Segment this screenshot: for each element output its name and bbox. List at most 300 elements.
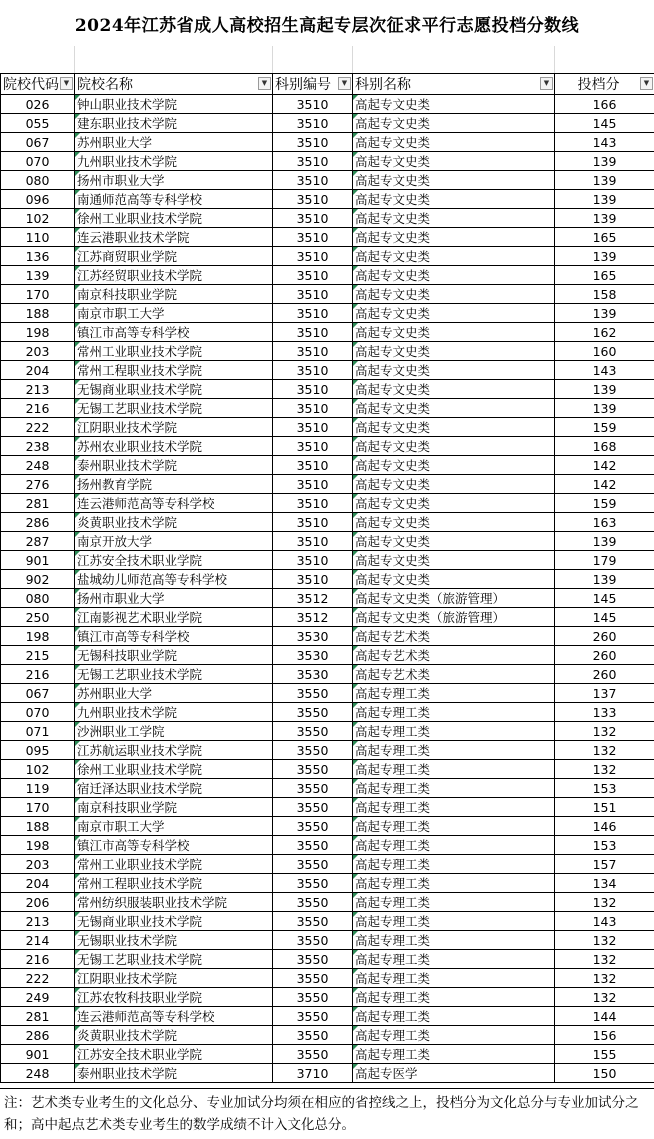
college-code-cell[interactable]: 170 bbox=[1, 798, 75, 817]
college-name-cell[interactable]: 九州职业技术学院 bbox=[75, 703, 273, 722]
college-name-cell[interactable]: 无锡商业职业技术学院 bbox=[75, 912, 273, 931]
score-cell[interactable]: 139 bbox=[555, 247, 654, 266]
table-row bbox=[1, 741, 654, 760]
college-code-cell[interactable]: 198 bbox=[1, 627, 75, 646]
subject-code-cell[interactable]: 3550 bbox=[273, 722, 353, 741]
subject-code-cell[interactable]: 3512 bbox=[273, 608, 353, 627]
table-row bbox=[1, 247, 654, 266]
college-name-cell[interactable]: 江苏航运职业技术学院 bbox=[75, 741, 273, 760]
college-name-cell[interactable]: 镇江市高等专科学校 bbox=[75, 323, 273, 342]
subject-code-cell[interactable]: 3510 bbox=[273, 456, 353, 475]
college-name-cell[interactable]: 徐州工业职业技术学院 bbox=[75, 209, 273, 228]
college-code-cell[interactable]: 204 bbox=[1, 874, 75, 893]
table-row bbox=[1, 836, 654, 855]
college-code-cell[interactable]: 248 bbox=[1, 1064, 75, 1083]
college-name-cell[interactable]: 苏州职业大学 bbox=[75, 133, 273, 152]
college-code-cell[interactable]: 198 bbox=[1, 836, 75, 855]
subject-code-cell[interactable]: 3510 bbox=[273, 570, 353, 589]
college-name-cell[interactable]: 南京科技职业学院 bbox=[75, 798, 273, 817]
subject-code-cell[interactable]: 3510 bbox=[273, 513, 353, 532]
score-cell[interactable]: 139 bbox=[555, 570, 654, 589]
score-cell[interactable]: 163 bbox=[555, 513, 654, 532]
subject-code-cell[interactable]: 3550 bbox=[273, 969, 353, 988]
college-name-cell[interactable]: 徐州工业职业技术学院 bbox=[75, 760, 273, 779]
cell-indicator-icon bbox=[75, 855, 80, 860]
college-name-cell[interactable]: 苏州职业大学 bbox=[75, 684, 273, 703]
subject-name-cell[interactable]: 高起专文史类 bbox=[353, 152, 555, 171]
subject-code-cell[interactable]: 3510 bbox=[273, 323, 353, 342]
score-cell[interactable]: 156 bbox=[555, 1026, 654, 1045]
cell-indicator-icon bbox=[353, 95, 358, 100]
college-name-cell[interactable]: 江苏农牧科技职业学院 bbox=[75, 988, 273, 1007]
score-cell[interactable]: 260 bbox=[555, 665, 654, 684]
college-code-cell[interactable]: 286 bbox=[1, 1026, 75, 1045]
cell-indicator-icon bbox=[75, 684, 80, 689]
score-cell[interactable]: 132 bbox=[555, 988, 654, 1007]
college-name-cell[interactable]: 炎黄职业技术学院 bbox=[75, 513, 273, 532]
subject-code-cell[interactable]: 3550 bbox=[273, 855, 353, 874]
table-row bbox=[1, 684, 654, 703]
subject-code-cell[interactable]: 3550 bbox=[273, 684, 353, 703]
subject-code-cell[interactable]: 3510 bbox=[273, 228, 353, 247]
cell-indicator-icon bbox=[353, 589, 358, 594]
subject-code-cell[interactable]: 3550 bbox=[273, 931, 353, 950]
college-code-cell[interactable]: 070 bbox=[1, 703, 75, 722]
college-code-cell[interactable]: 203 bbox=[1, 342, 75, 361]
subject-name-cell[interactable]: 高起专理工类 bbox=[353, 703, 555, 722]
subject-code-cell[interactable]: 3550 bbox=[273, 1045, 353, 1064]
score-cell[interactable]: 139 bbox=[555, 190, 654, 209]
score-cell[interactable]: 168 bbox=[555, 437, 654, 456]
college-code-cell[interactable]: 214 bbox=[1, 931, 75, 950]
filter-dropdown-icon[interactable]: ▼ bbox=[258, 77, 271, 90]
subject-code-cell[interactable]: 3530 bbox=[273, 665, 353, 684]
subject-name-cell[interactable]: 高起专艺术类 bbox=[353, 627, 555, 646]
subject-code-cell[interactable]: 3510 bbox=[273, 114, 353, 133]
college-code-cell[interactable]: 281 bbox=[1, 494, 75, 513]
college-code-cell[interactable]: 110 bbox=[1, 228, 75, 247]
subject-code-cell[interactable]: 3550 bbox=[273, 950, 353, 969]
score-cell[interactable]: 143 bbox=[555, 361, 654, 380]
college-code-cell[interactable]: 102 bbox=[1, 760, 75, 779]
subject-name-cell[interactable]: 高起专文史类 bbox=[353, 570, 555, 589]
score-cell[interactable]: 144 bbox=[555, 1007, 654, 1026]
college-code-cell[interactable]: 198 bbox=[1, 323, 75, 342]
college-name-cell[interactable]: 常州工程职业技术学院 bbox=[75, 361, 273, 380]
score-cell[interactable]: 153 bbox=[555, 779, 654, 798]
college-code-cell[interactable]: 080 bbox=[1, 589, 75, 608]
college-code-cell[interactable]: 222 bbox=[1, 418, 75, 437]
college-name-cell[interactable]: 无锡工艺职业技术学院 bbox=[75, 399, 273, 418]
score-cell[interactable]: 132 bbox=[555, 760, 654, 779]
subject-name-cell[interactable]: 高起专理工类 bbox=[353, 1026, 555, 1045]
subject-code-cell[interactable]: 3550 bbox=[273, 741, 353, 760]
college-code-cell[interactable]: 250 bbox=[1, 608, 75, 627]
subject-code-cell[interactable]: 3550 bbox=[273, 836, 353, 855]
subject-name-cell[interactable]: 高起专文史类 bbox=[353, 171, 555, 190]
score-cell[interactable]: 139 bbox=[555, 209, 654, 228]
subject-code-cell[interactable]: 3550 bbox=[273, 874, 353, 893]
college-code-cell[interactable]: 286 bbox=[1, 513, 75, 532]
college-code-cell[interactable]: 204 bbox=[1, 361, 75, 380]
subject-code-cell[interactable]: 3550 bbox=[273, 798, 353, 817]
subject-code-cell[interactable]: 3530 bbox=[273, 627, 353, 646]
score-cell[interactable]: 143 bbox=[555, 912, 654, 931]
score-cell[interactable]: 165 bbox=[555, 228, 654, 247]
subject-code-cell[interactable]: 3510 bbox=[273, 190, 353, 209]
score-cell[interactable]: 165 bbox=[555, 266, 654, 285]
score-cell[interactable]: 155 bbox=[555, 1045, 654, 1064]
subject-name-cell[interactable]: 高起专艺术类 bbox=[353, 665, 555, 684]
subject-code-cell[interactable]: 3550 bbox=[273, 1007, 353, 1026]
college-name-cell[interactable]: 无锡工艺职业技术学院 bbox=[75, 950, 273, 969]
subject-name-cell[interactable]: 高起专文史类 bbox=[353, 114, 555, 133]
score-cell[interactable]: 260 bbox=[555, 646, 654, 665]
subject-name-cell[interactable]: 高起专文史类 bbox=[353, 95, 555, 114]
subject-name-cell[interactable]: 高起专理工类 bbox=[353, 722, 555, 741]
score-cell[interactable]: 260 bbox=[555, 627, 654, 646]
college-name-cell[interactable]: 常州工程职业技术学院 bbox=[75, 874, 273, 893]
subject-name-cell[interactable]: 高起专艺术类 bbox=[353, 646, 555, 665]
cell-indicator-icon bbox=[75, 741, 80, 746]
subject-code-cell[interactable]: 3510 bbox=[273, 95, 353, 114]
subject-name-cell[interactable]: 高起专理工类 bbox=[353, 1045, 555, 1064]
cell-indicator-icon bbox=[353, 817, 358, 822]
college-name-cell[interactable]: 江阴职业技术学院 bbox=[75, 418, 273, 437]
score-cell[interactable]: 139 bbox=[555, 171, 654, 190]
score-cell[interactable]: 166 bbox=[555, 95, 654, 114]
college-code-cell[interactable]: 188 bbox=[1, 817, 75, 836]
college-name-cell[interactable]: 南京科技职业学院 bbox=[75, 285, 273, 304]
score-cell[interactable]: 151 bbox=[555, 798, 654, 817]
subject-name-cell[interactable]: 高起专文史类（旅游管理） bbox=[353, 589, 555, 608]
subject-name-cell[interactable]: 高起专理工类 bbox=[353, 779, 555, 798]
subject-name-cell[interactable]: 高起专文史类 bbox=[353, 323, 555, 342]
score-cell[interactable]: 132 bbox=[555, 893, 654, 912]
subject-name-cell[interactable]: 高起专理工类 bbox=[353, 817, 555, 836]
subject-name-cell[interactable]: 高起专理工类 bbox=[353, 684, 555, 703]
cell-indicator-icon bbox=[353, 475, 358, 480]
score-cell[interactable]: 159 bbox=[555, 418, 654, 437]
score-cell[interactable]: 153 bbox=[555, 836, 654, 855]
college-name-cell[interactable]: 钟山职业技术学院 bbox=[75, 95, 273, 114]
college-code-cell[interactable]: 139 bbox=[1, 266, 75, 285]
subject-code-cell[interactable]: 3550 bbox=[273, 703, 353, 722]
subject-code-cell[interactable]: 3510 bbox=[273, 247, 353, 266]
college-code-cell[interactable]: 276 bbox=[1, 475, 75, 494]
subject-code-cell[interactable]: 3510 bbox=[273, 380, 353, 399]
college-name-cell[interactable]: 沙洲职业工学院 bbox=[75, 722, 273, 741]
college-code-cell[interactable]: 213 bbox=[1, 912, 75, 931]
score-cell[interactable]: 132 bbox=[555, 722, 654, 741]
subject-code-cell[interactable]: 3510 bbox=[273, 361, 353, 380]
subject-code-cell[interactable]: 3510 bbox=[273, 266, 353, 285]
subject-name-cell[interactable]: 高起专理工类 bbox=[353, 969, 555, 988]
score-cell[interactable]: 139 bbox=[555, 304, 654, 323]
subject-code-cell[interactable]: 3550 bbox=[273, 988, 353, 1007]
subject-name-cell[interactable]: 高起专文史类 bbox=[353, 513, 555, 532]
score-cell[interactable]: 142 bbox=[555, 456, 654, 475]
college-name-cell[interactable]: 江南影视艺术职业学院 bbox=[75, 608, 273, 627]
subject-code-cell[interactable]: 3510 bbox=[273, 152, 353, 171]
college-name-cell[interactable]: 江阴职业技术学院 bbox=[75, 969, 273, 988]
subject-name-cell[interactable]: 高起专理工类 bbox=[353, 1007, 555, 1026]
college-name-cell[interactable]: 南通师范高等专科学校 bbox=[75, 190, 273, 209]
subject-code-cell[interactable]: 3510 bbox=[273, 494, 353, 513]
college-name-cell[interactable]: 苏州农业职业技术学院 bbox=[75, 437, 273, 456]
college-name-cell[interactable]: 扬州教育学院 bbox=[75, 475, 273, 494]
score-cell[interactable]: 162 bbox=[555, 323, 654, 342]
subject-code-cell[interactable]: 3510 bbox=[273, 133, 353, 152]
score-cell[interactable]: 132 bbox=[555, 969, 654, 988]
subject-code-cell[interactable]: 3510 bbox=[273, 304, 353, 323]
college-name-cell[interactable]: 连云港职业技术学院 bbox=[75, 228, 273, 247]
subject-name-cell[interactable]: 高起专理工类 bbox=[353, 836, 555, 855]
footnote: 注：艺术类专业考生的文化总分、专业加试分均须在相应的省控线之上，投档分为文化总分与专业加试分之和；高中起点艺术类专业考生的数学成绩不计入文化总分。 bbox=[0, 1088, 654, 1139]
college-name-cell[interactable]: 江苏经贸职业技术学院 bbox=[75, 266, 273, 285]
table-row bbox=[1, 513, 654, 532]
college-name-cell[interactable]: 盐城幼儿师范高等专科学校 bbox=[75, 570, 273, 589]
college-name-cell[interactable]: 泰州职业技术学院 bbox=[75, 456, 273, 475]
filter-dropdown-icon[interactable]: ▼ bbox=[640, 77, 653, 90]
college-code-cell[interactable]: 070 bbox=[1, 152, 75, 171]
score-cell[interactable]: 159 bbox=[555, 494, 654, 513]
college-code-cell[interactable]: 170 bbox=[1, 285, 75, 304]
subject-name-cell[interactable]: 高起专文史类 bbox=[353, 342, 555, 361]
subject-name-cell[interactable]: 高起专文史类 bbox=[353, 247, 555, 266]
filter-dropdown-icon[interactable]: ▼ bbox=[540, 77, 553, 90]
table-row bbox=[1, 209, 654, 228]
score-cell[interactable]: 158 bbox=[555, 285, 654, 304]
subject-name-cell[interactable]: 高起专理工类 bbox=[353, 931, 555, 950]
college-name-cell[interactable]: 镇江市高等专科学校 bbox=[75, 836, 273, 855]
college-code-cell[interactable]: 901 bbox=[1, 1045, 75, 1064]
college-name-cell[interactable]: 无锡工艺职业技术学院 bbox=[75, 665, 273, 684]
subject-name-cell[interactable]: 高起专理工类 bbox=[353, 798, 555, 817]
score-cell[interactable]: 142 bbox=[555, 475, 654, 494]
college-code-cell[interactable]: 901 bbox=[1, 551, 75, 570]
cell-indicator-icon bbox=[353, 608, 358, 613]
subject-code-cell[interactable]: 3510 bbox=[273, 342, 353, 361]
subject-code-cell[interactable]: 3550 bbox=[273, 779, 353, 798]
cell-indicator-icon bbox=[75, 779, 80, 784]
college-code-cell[interactable]: 071 bbox=[1, 722, 75, 741]
college-code-cell[interactable]: 136 bbox=[1, 247, 75, 266]
subject-name-cell[interactable]: 高起专文史类 bbox=[353, 475, 555, 494]
table-row bbox=[1, 380, 654, 399]
subject-code-cell[interactable]: 3550 bbox=[273, 912, 353, 931]
score-cell[interactable]: 179 bbox=[555, 551, 654, 570]
college-name-cell[interactable]: 扬州市职业大学 bbox=[75, 171, 273, 190]
subject-name-cell[interactable]: 高起专文史类 bbox=[353, 228, 555, 247]
subject-name-cell[interactable]: 高起专文史类 bbox=[353, 437, 555, 456]
college-name-cell[interactable]: 连云港师范高等专科学校 bbox=[75, 494, 273, 513]
college-name-cell[interactable]: 江苏商贸职业学院 bbox=[75, 247, 273, 266]
college-name-cell[interactable]: 泰州职业技术学院 bbox=[75, 1064, 273, 1083]
subject-code-cell[interactable]: 3550 bbox=[273, 817, 353, 836]
cell-indicator-icon bbox=[75, 114, 80, 119]
header-college-name: 院校名称 ▼ bbox=[75, 74, 273, 95]
score-cell[interactable]: 145 bbox=[555, 608, 654, 627]
college-name-cell[interactable]: 常州工业职业技术学院 bbox=[75, 855, 273, 874]
college-code-cell[interactable]: 248 bbox=[1, 456, 75, 475]
college-code-cell[interactable]: 067 bbox=[1, 133, 75, 152]
college-name-cell[interactable]: 江苏安全技术职业学院 bbox=[75, 1045, 273, 1064]
cell-indicator-icon bbox=[353, 456, 358, 461]
college-code-cell[interactable]: 096 bbox=[1, 190, 75, 209]
college-name-cell[interactable]: 无锡商业职业技术学院 bbox=[75, 380, 273, 399]
subject-name-cell[interactable]: 高起专文史类 bbox=[353, 418, 555, 437]
subject-code-cell[interactable]: 3510 bbox=[273, 209, 353, 228]
college-code-cell[interactable]: 216 bbox=[1, 399, 75, 418]
subject-name-cell[interactable]: 高起专理工类 bbox=[353, 988, 555, 1007]
college-name-cell[interactable]: 建东职业技术学院 bbox=[75, 114, 273, 133]
college-code-cell[interactable]: 080 bbox=[1, 171, 75, 190]
college-name-cell[interactable]: 九州职业技术学院 bbox=[75, 152, 273, 171]
subject-name-cell[interactable]: 高起专文史类 bbox=[353, 285, 555, 304]
subject-code-cell[interactable]: 3510 bbox=[273, 399, 353, 418]
subject-name-cell[interactable]: 高起专文史类 bbox=[353, 380, 555, 399]
table-row bbox=[1, 969, 654, 988]
score-cell[interactable]: 160 bbox=[555, 342, 654, 361]
subject-name-cell[interactable]: 高起专文史类 bbox=[353, 456, 555, 475]
college-name-cell[interactable]: 江苏安全技术职业学院 bbox=[75, 551, 273, 570]
subject-code-cell[interactable]: 3530 bbox=[273, 646, 353, 665]
college-code-cell[interactable]: 206 bbox=[1, 893, 75, 912]
college-name-cell[interactable]: 常州纺织服装职业技术学院 bbox=[75, 893, 273, 912]
college-code-cell[interactable]: 222 bbox=[1, 969, 75, 988]
college-code-cell[interactable]: 213 bbox=[1, 380, 75, 399]
college-name-cell[interactable]: 南京市职工大学 bbox=[75, 817, 273, 836]
college-code-cell[interactable]: 188 bbox=[1, 304, 75, 323]
college-code-cell[interactable]: 287 bbox=[1, 532, 75, 551]
college-name-cell[interactable]: 扬州市职业大学 bbox=[75, 589, 273, 608]
subject-name-cell[interactable]: 高起专理工类 bbox=[353, 912, 555, 931]
subject-code-cell[interactable]: 3510 bbox=[273, 171, 353, 190]
subject-code-cell[interactable]: 3510 bbox=[273, 437, 353, 456]
subject-code-cell[interactable]: 3550 bbox=[273, 893, 353, 912]
subject-name-cell[interactable]: 高起专文史类 bbox=[353, 209, 555, 228]
subject-code-cell[interactable]: 3510 bbox=[273, 418, 353, 437]
cell-indicator-icon bbox=[75, 722, 80, 727]
score-cell[interactable]: 134 bbox=[555, 874, 654, 893]
college-code-cell[interactable]: 215 bbox=[1, 646, 75, 665]
score-cell[interactable]: 139 bbox=[555, 380, 654, 399]
subject-name-cell[interactable]: 高起专文史类 bbox=[353, 190, 555, 209]
subject-name-cell[interactable]: 高起专理工类 bbox=[353, 855, 555, 874]
score-cell[interactable]: 145 bbox=[555, 114, 654, 133]
subject-name-cell[interactable]: 高起专理工类 bbox=[353, 741, 555, 760]
subject-name-cell[interactable]: 高起专文史类 bbox=[353, 304, 555, 323]
subject-name-cell[interactable]: 高起专文史类 bbox=[353, 266, 555, 285]
college-code-cell[interactable]: 095 bbox=[1, 741, 75, 760]
college-name-cell[interactable]: 炎黄职业技术学院 bbox=[75, 1026, 273, 1045]
subject-code-cell[interactable]: 3510 bbox=[273, 551, 353, 570]
college-code-cell[interactable]: 238 bbox=[1, 437, 75, 456]
subject-code-cell[interactable]: 3510 bbox=[273, 532, 353, 551]
subject-code-cell[interactable]: 3510 bbox=[273, 285, 353, 304]
college-name-cell[interactable]: 镇江市高等专科学校 bbox=[75, 627, 273, 646]
subject-code-cell[interactable]: 3550 bbox=[273, 1026, 353, 1045]
subject-name-cell[interactable]: 高起专文史类 bbox=[353, 494, 555, 513]
subject-name-cell[interactable]: 高起专理工类 bbox=[353, 874, 555, 893]
score-cell[interactable]: 139 bbox=[555, 399, 654, 418]
cell-indicator-icon bbox=[353, 266, 358, 271]
score-cell[interactable]: 132 bbox=[555, 741, 654, 760]
subject-name-cell[interactable]: 高起专医学 bbox=[353, 1064, 555, 1083]
college-name-cell[interactable]: 无锡科技职业学院 bbox=[75, 646, 273, 665]
subject-code-cell[interactable]: 3550 bbox=[273, 760, 353, 779]
score-cell[interactable]: 157 bbox=[555, 855, 654, 874]
score-cell[interactable]: 137 bbox=[555, 684, 654, 703]
subject-code-cell[interactable]: 3710 bbox=[273, 1064, 353, 1083]
filter-dropdown-icon[interactable]: ▼ bbox=[60, 77, 73, 90]
college-name-cell[interactable]: 连云港师范高等专科学校 bbox=[75, 1007, 273, 1026]
college-code-cell[interactable]: 026 bbox=[1, 95, 75, 114]
subject-code-cell[interactable]: 3512 bbox=[273, 589, 353, 608]
college-code-cell[interactable]: 281 bbox=[1, 1007, 75, 1026]
college-code-cell[interactable]: 102 bbox=[1, 209, 75, 228]
subject-name-cell[interactable]: 高起专文史类 bbox=[353, 399, 555, 418]
subject-name-cell[interactable]: 高起专理工类 bbox=[353, 893, 555, 912]
cell-indicator-icon bbox=[353, 285, 358, 290]
score-cell[interactable]: 139 bbox=[555, 152, 654, 171]
table-row bbox=[1, 285, 654, 304]
subject-name-cell[interactable]: 高起专文史类（旅游管理） bbox=[353, 608, 555, 627]
score-cell[interactable]: 133 bbox=[555, 703, 654, 722]
score-cell[interactable]: 132 bbox=[555, 950, 654, 969]
subject-name-cell[interactable]: 高起专文史类 bbox=[353, 361, 555, 380]
college-name-cell[interactable]: 常州工业职业技术学院 bbox=[75, 342, 273, 361]
college-code-cell[interactable]: 902 bbox=[1, 570, 75, 589]
table-row bbox=[1, 703, 654, 722]
table-row bbox=[1, 874, 654, 893]
college-code-cell[interactable]: 216 bbox=[1, 950, 75, 969]
score-cell[interactable]: 132 bbox=[555, 931, 654, 950]
college-code-cell[interactable]: 055 bbox=[1, 114, 75, 133]
table-row bbox=[1, 988, 654, 1007]
subject-name-cell[interactable]: 高起专文史类 bbox=[353, 133, 555, 152]
college-name-cell[interactable]: 南京开放大学 bbox=[75, 532, 273, 551]
score-cell[interactable]: 143 bbox=[555, 133, 654, 152]
score-cell[interactable]: 146 bbox=[555, 817, 654, 836]
table-row bbox=[1, 817, 654, 836]
subject-code-cell[interactable]: 3510 bbox=[273, 475, 353, 494]
subject-name-cell[interactable]: 高起专文史类 bbox=[353, 532, 555, 551]
score-cell[interactable]: 145 bbox=[555, 589, 654, 608]
college-code-cell[interactable]: 119 bbox=[1, 779, 75, 798]
college-code-cell[interactable]: 249 bbox=[1, 988, 75, 1007]
table-row bbox=[1, 190, 654, 209]
subject-name-cell[interactable]: 高起专理工类 bbox=[353, 760, 555, 779]
cell-indicator-icon bbox=[75, 361, 80, 366]
college-name-cell[interactable]: 南京市职工大学 bbox=[75, 304, 273, 323]
college-code-cell[interactable]: 203 bbox=[1, 855, 75, 874]
college-name-cell[interactable]: 宿迁泽达职业技术学院 bbox=[75, 779, 273, 798]
college-code-cell[interactable]: 216 bbox=[1, 665, 75, 684]
college-code-cell[interactable]: 067 bbox=[1, 684, 75, 703]
subject-name-cell[interactable]: 高起专理工类 bbox=[353, 950, 555, 969]
filter-dropdown-icon[interactable]: ▼ bbox=[338, 77, 351, 90]
subject-name-cell[interactable]: 高起专文史类 bbox=[353, 551, 555, 570]
cell-indicator-icon bbox=[353, 855, 358, 860]
cell-indicator-icon bbox=[353, 969, 358, 974]
college-name-cell[interactable]: 无锡职业技术学院 bbox=[75, 931, 273, 950]
score-cell[interactable]: 139 bbox=[555, 532, 654, 551]
score-cell[interactable]: 150 bbox=[555, 1064, 654, 1083]
cell-indicator-icon bbox=[75, 950, 80, 955]
table-row bbox=[1, 893, 654, 912]
